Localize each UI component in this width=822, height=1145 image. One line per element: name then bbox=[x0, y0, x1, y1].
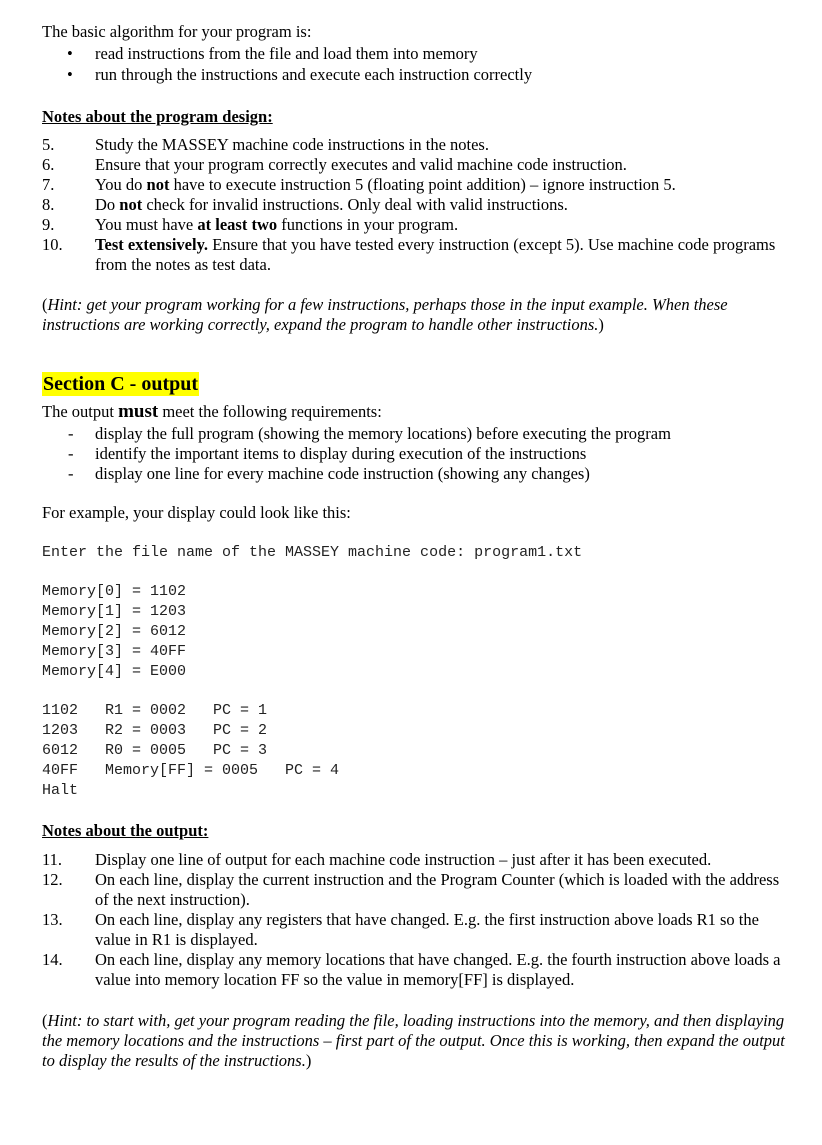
item-number: 13. bbox=[42, 910, 63, 929]
section-c-heading-row bbox=[42, 372, 787, 396]
code-line: Memory[3] = 40FF bbox=[42, 643, 187, 660]
output-notes-heading: Notes about the output: bbox=[42, 821, 209, 840]
bullet-icon: • bbox=[67, 44, 73, 63]
code-line: 1203 R2 = 0003 PC = 2 bbox=[42, 722, 268, 739]
design-notes-heading: Notes about the program design: bbox=[42, 107, 273, 126]
list-item: 6. Ensure that your program correctly executes and valid machine code instruction. bbox=[42, 155, 627, 174]
item-number: 12. bbox=[42, 870, 63, 889]
code-line: Memory[4] = E000 bbox=[42, 663, 187, 680]
requirements-list bbox=[42, 424, 787, 484]
list-item: 8. Do not check for invalid instructions. Only deal with valid instructions. bbox=[42, 195, 568, 214]
list-item: 7. You do not have to execute instruction 5 (floating point addition) – ignore instruction 5. bbox=[42, 175, 676, 194]
item-number: 11. bbox=[42, 850, 63, 869]
item-number: 14. bbox=[42, 950, 63, 969]
list-item: • run through the instructions and execute each instruction correctly bbox=[67, 64, 533, 84]
item-number: 8. bbox=[42, 195, 55, 214]
example-intro: For example, your display could look like this: bbox=[42, 503, 351, 522]
memory-dump bbox=[42, 582, 787, 682]
algorithm-list bbox=[42, 44, 787, 85]
list-item: 5. Study the MASSEY machine code instructions in the notes. bbox=[42, 135, 489, 154]
bullet-icon: • bbox=[67, 64, 73, 84]
list-item: 10. Test extensively. Ensure that you have tested every instruction (except 5). Use machine code programs from the notes as test data. bbox=[42, 235, 776, 274]
prompt-line: Enter the file name of the MASSEY machine code: program1.txt bbox=[42, 544, 583, 561]
dash-icon: - bbox=[68, 444, 74, 463]
code-line: 6012 R0 = 0005 PC = 3 bbox=[42, 742, 268, 759]
list-item: 11. Display one line of output for each machine code instruction – just after it has been executed. bbox=[42, 850, 712, 869]
item-number: 6. bbox=[42, 155, 55, 174]
intro-text: The basic algorithm for your program is: bbox=[42, 22, 312, 41]
execution-trace bbox=[42, 701, 787, 801]
code-line: Memory[2] = 6012 bbox=[42, 623, 187, 640]
output-hint: (Hint: to start with, get your program reading the file, loading instructions into the memory, and then displaying the memory locations and the instructions – first part of the output. Once this is working, then expand the output to display the results of the instructions.) bbox=[42, 1011, 785, 1070]
design-notes-list bbox=[42, 135, 787, 275]
list-item: - display the full program (showing the memory locations) before executing the program bbox=[68, 424, 671, 443]
code-line: 40FF Memory[FF] = 0005 PC = 4 bbox=[42, 762, 340, 779]
item-number: 9. bbox=[42, 215, 55, 234]
list-item: 14. On each line, display any memory locations that have changed. E.g. the fourth instruction above loads a value into memory location FF so the value in memory[FF] is displayed. bbox=[42, 950, 781, 989]
list-item: • read instructions from the file and load them into memory bbox=[67, 44, 478, 63]
design-hint: (Hint: get your program working for a few instructions, perhaps those in the input example. When these instructions are working correctly, expand the program to handle other instructions.) bbox=[42, 295, 728, 334]
item-number: 5. bbox=[42, 135, 55, 154]
list-item: 13. On each line, display any registers that have changed. E.g. the first instruction above loads R1 so the value in R1 is displayed. bbox=[42, 910, 759, 949]
requirements-intro: The output must meet the following requirements: bbox=[42, 401, 382, 422]
list-item: - identify the important items to display during execution of the instructions bbox=[68, 444, 587, 463]
list-item: 12. On each line, display the current instruction and the Program Counter (which is loaded with the address of the next instruction). bbox=[42, 870, 780, 909]
list-item: - display one line for every machine code instruction (showing any changes) bbox=[68, 464, 590, 483]
item-number: 7. bbox=[42, 175, 55, 194]
output-notes-list bbox=[42, 850, 787, 990]
section-c-title: Section C - output bbox=[43, 373, 199, 395]
code-line: Memory[1] = 1203 bbox=[42, 603, 187, 620]
code-line: Memory[0] = 1102 bbox=[42, 583, 187, 600]
dash-icon: - bbox=[68, 464, 74, 483]
code-line: 1102 R1 = 0002 PC = 1 bbox=[42, 702, 268, 719]
document-page bbox=[42, 22, 787, 1071]
item-number: 10. bbox=[42, 235, 63, 254]
dash-icon: - bbox=[68, 424, 74, 443]
list-item: 9. You must have at least two functions in your program. bbox=[42, 215, 459, 234]
code-line: Halt bbox=[42, 782, 79, 799]
